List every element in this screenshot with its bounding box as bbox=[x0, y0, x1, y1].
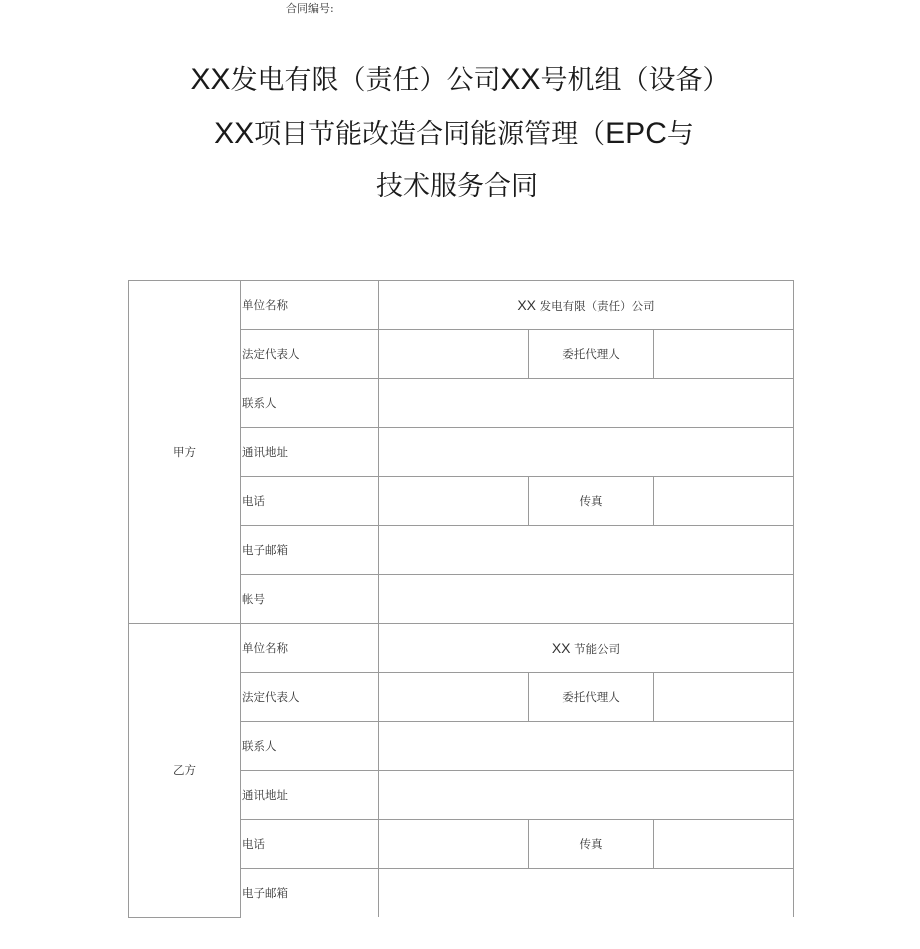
party-b-contact-value[interactable] bbox=[379, 722, 794, 771]
party-b-fax-value[interactable] bbox=[654, 820, 794, 869]
field-label-phone: 电话 bbox=[241, 477, 379, 526]
party-b-address-value[interactable] bbox=[379, 771, 794, 820]
field-label-agent: 委托代理人 bbox=[529, 330, 654, 379]
field-label-unit-name: 单位名称 bbox=[241, 281, 379, 330]
party-a-agent-value[interactable] bbox=[654, 330, 794, 379]
party-a-email-value[interactable] bbox=[379, 526, 794, 575]
field-label-contact: 联系人 bbox=[241, 722, 379, 771]
party-a-phone-value[interactable] bbox=[379, 477, 529, 526]
party-b-company-name bbox=[379, 624, 794, 673]
company-prefix: XX bbox=[517, 296, 537, 313]
party-a-company-name bbox=[379, 281, 794, 330]
field-label-agent: 委托代理人 bbox=[529, 673, 654, 722]
party-b-label: 乙方 bbox=[129, 624, 241, 918]
party-b-legal-rep-value[interactable] bbox=[379, 673, 529, 722]
party-b-phone-value[interactable] bbox=[379, 820, 529, 869]
field-label-fax: 传真 bbox=[529, 820, 654, 869]
title-text: EPC bbox=[605, 117, 667, 150]
title-text: 项目节能改造合同能源管理（ bbox=[254, 119, 606, 150]
party-a-account-value[interactable] bbox=[379, 575, 794, 624]
field-label-legal-rep: 法定代表人 bbox=[241, 330, 379, 379]
title-text: XX bbox=[500, 63, 541, 96]
field-label-contact: 联系人 bbox=[241, 379, 379, 428]
party-a-contact-value[interactable] bbox=[379, 379, 794, 428]
title-text: XX bbox=[214, 117, 255, 150]
title-line-3: 技术服务合同 bbox=[376, 171, 538, 202]
contract-number-label: 合同编号: bbox=[286, 2, 334, 15]
field-label-email: 电子邮箱 bbox=[241, 526, 379, 575]
company-name-text: 发电有限（责任）公司 bbox=[539, 298, 655, 313]
field-label-email: 电子邮箱 bbox=[241, 869, 379, 918]
field-label-address: 通讯地址 bbox=[241, 771, 379, 820]
field-label-fax: 传真 bbox=[529, 477, 654, 526]
company-name-text: 节能公司 bbox=[574, 641, 621, 656]
table-row bbox=[129, 624, 794, 673]
party-a-label: 甲方 bbox=[129, 281, 241, 624]
party-a-legal-rep-value[interactable] bbox=[379, 330, 529, 379]
field-label-phone: 电话 bbox=[241, 820, 379, 869]
party-info-table bbox=[128, 280, 794, 918]
field-label-legal-rep: 法定代表人 bbox=[241, 673, 379, 722]
party-b-email-value[interactable] bbox=[379, 869, 794, 918]
field-label-unit-name: 单位名称 bbox=[241, 624, 379, 673]
title-text: XX bbox=[190, 63, 231, 96]
title-text: 与 bbox=[666, 119, 694, 150]
field-label-account: 帐号 bbox=[241, 575, 379, 624]
party-b-agent-value[interactable] bbox=[654, 673, 794, 722]
party-a-fax-value[interactable] bbox=[654, 477, 794, 526]
field-label-address: 通讯地址 bbox=[241, 428, 379, 477]
table-row bbox=[129, 281, 794, 330]
title-line-1 bbox=[0, 58, 920, 97]
title-text: 号机组（设备） bbox=[540, 65, 730, 96]
party-a-address-value[interactable] bbox=[379, 428, 794, 477]
title-line-2 bbox=[0, 112, 914, 151]
title-text: 发电有限（责任）公司 bbox=[230, 65, 501, 96]
company-prefix: XX bbox=[551, 639, 571, 656]
